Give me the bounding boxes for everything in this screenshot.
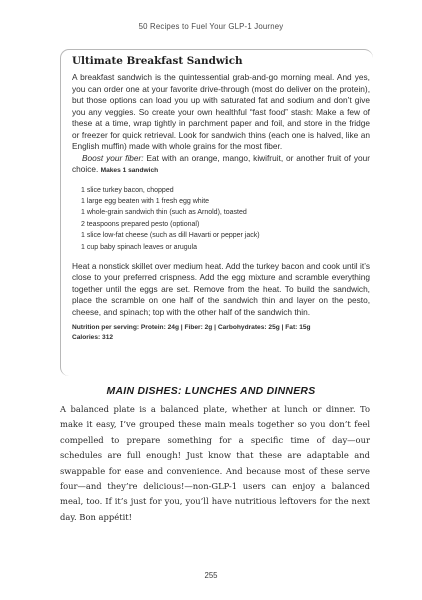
ingredient-item: 1 large egg beaten with 1 fresh egg white: [81, 197, 210, 205]
page-number: 255: [204, 571, 218, 580]
nutrition-calories: Calories: 312: [72, 333, 114, 341]
nutrition-line: Nutrition per serving: Protein: 24g | Fiber: 2g | Carbohydrates: 25g | Fat: 15g: [72, 324, 311, 332]
ingredient-item: 1 slice low-fat cheese (such as dill Havarti or pepper jack): [81, 232, 260, 240]
fiber-tip-text: Eat with an orange, mango, kiwifruit, or another fruit of your choice.: [72, 152, 370, 174]
section-title: MAIN DISHES: LUNCHES AND DINNERS: [106, 386, 316, 397]
ingredient-item: 1 cup baby spinach leaves or arugula: [81, 243, 197, 251]
recipe-yield: Makes 1 sandwich: [100, 167, 159, 174]
recipe-intro: A breakfast sandwich is the quintessential grab-and-go morning meal. And yes, you can order one at your favorite drive-through (most do deliver on the protein), but those options can load you up with saturated fat and sodium and don’t give you any veggies. So create your own healthful “fast food” stash: Make a few of these at a time, wrap tightly in parchment paper and foil, and store in the fridge or freezer for quick retrieval. Look for sandwich thins (each one is halved, like an English muffin) made with whole grains for the most fiber.: [72, 72, 370, 151]
ingredient-list: [81, 185, 370, 253]
recipe-body: [72, 72, 370, 342]
ingredient-item: 1 slice turkey bacon, chopped: [81, 186, 174, 194]
running-head: 50 Recipes to Fuel Your GLP-1 Journey: [138, 22, 284, 31]
nutrition-info: [72, 323, 370, 342]
section-paragraph: A balanced plate is a balanced plate, whether at lunch or dinner. To make it easy, I’ve grouped these main meals together so you don’t feel compelled to prepare something for a specific time of day—our schedules are full enough! Just know that these are adaptable and swappable for ease and convenience. And because most of these serve four—and they’re delicious!—non-GLP-1 users can enjoy a balanced meal, too. If it’s just for you, you’ll have nutritious leftovers for the next day. Bon appétit!: [60, 404, 370, 522]
fiber-tip: [72, 153, 370, 177]
ingredient-item: 2 teaspoons prepared pesto (optional): [81, 220, 200, 228]
ingredient-item: 1 whole-grain sandwich thin (such as Arnold), toasted: [81, 209, 247, 217]
section-body: [60, 402, 370, 525]
recipe-method: Heat a nonstick skillet over medium heat. Add the turkey bacon and cook until it’s close to your preferred crispness. Add the egg mixture and scramble everything together until the eggs are set. Remove from the heat. To build the sandwich, place the scramble on one half of the sandwich thin and layer on the pesto, cheese, and spinach; top with the other half of the sandwich thin.: [72, 260, 370, 317]
recipe-title: Ultimate Breakfast Sandwich: [72, 55, 243, 67]
fiber-tip-label: Boost your fiber:: [82, 152, 144, 163]
